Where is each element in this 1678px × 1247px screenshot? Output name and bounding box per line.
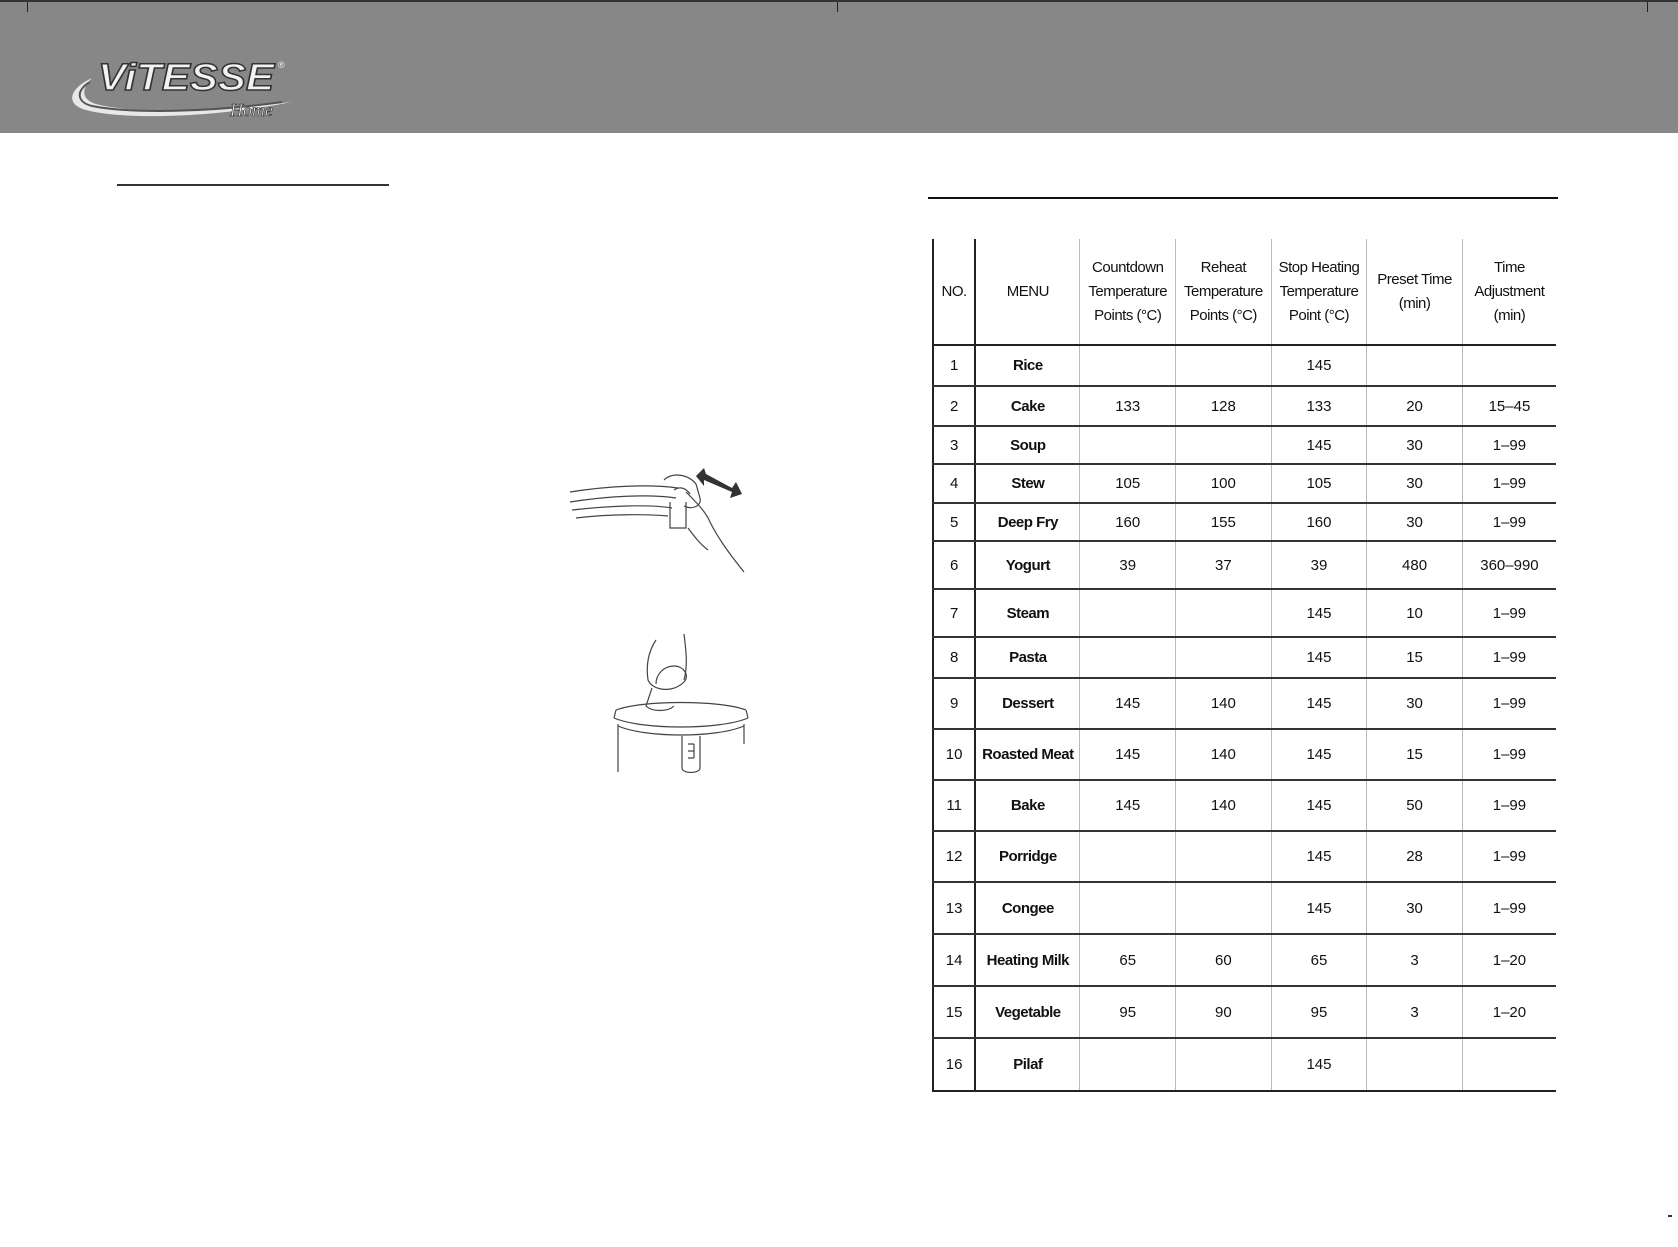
crop-mark [1668, 1215, 1672, 1217]
value-cell: 105 [1271, 464, 1367, 503]
value-cell: 145 [1271, 780, 1367, 831]
value-cell [1176, 589, 1272, 637]
menu-name-cell: Cake [975, 386, 1080, 426]
value-cell: 145 [1271, 637, 1367, 678]
row-number-cell: 11 [933, 780, 975, 831]
row-number-cell: 3 [933, 426, 975, 464]
value-cell [1080, 1038, 1176, 1091]
row-number-cell: 4 [933, 464, 975, 503]
section-rule-right [928, 197, 1558, 199]
menu-name-cell: Vegetable [975, 986, 1080, 1038]
table-row [933, 986, 1556, 1038]
menu-name-cell: Congee [975, 882, 1080, 934]
menu-name-cell: Pasta [975, 637, 1080, 678]
crop-mark [837, 2, 838, 12]
value-cell: 39 [1080, 541, 1176, 589]
value-cell: 100 [1176, 464, 1272, 503]
table-row [933, 386, 1556, 426]
menu-name-cell: Yogurt [975, 541, 1080, 589]
table-row [933, 464, 1556, 503]
column-header: MENU [975, 239, 1080, 345]
menu-name-cell: Porridge [975, 831, 1080, 882]
row-number-cell: 6 [933, 541, 975, 589]
section-rule-left [117, 184, 389, 186]
lid-valve-adjust-illustration [568, 462, 750, 578]
value-cell: 20 [1367, 386, 1463, 426]
value-cell [1176, 882, 1272, 934]
menu-name-cell: Deep Fry [975, 503, 1080, 541]
page-header-band [0, 0, 1678, 133]
table-row [933, 541, 1556, 589]
value-cell: 1–99 [1462, 780, 1556, 831]
table-row [933, 345, 1556, 386]
value-cell: 1–99 [1462, 426, 1556, 464]
table-row [933, 1038, 1556, 1091]
value-cell: 1–99 [1462, 831, 1556, 882]
value-cell: 145 [1080, 780, 1176, 831]
value-cell: 145 [1271, 678, 1367, 729]
row-number-cell: 5 [933, 503, 975, 541]
table-row [933, 678, 1556, 729]
table-row [933, 503, 1556, 541]
value-cell: 30 [1367, 426, 1463, 464]
value-cell [1462, 1038, 1556, 1091]
value-cell: 145 [1271, 1038, 1367, 1091]
value-cell: 30 [1367, 882, 1463, 934]
column-header: Countdown Temperature Points (°C) [1080, 239, 1176, 345]
value-cell: 95 [1080, 986, 1176, 1038]
value-cell: 160 [1080, 503, 1176, 541]
value-cell [1367, 1038, 1463, 1091]
row-number-cell: 9 [933, 678, 975, 729]
row-number-cell: 15 [933, 986, 975, 1038]
value-cell: 140 [1176, 678, 1272, 729]
value-cell: 1–99 [1462, 637, 1556, 678]
row-number-cell: 7 [933, 589, 975, 637]
value-cell: 145 [1271, 831, 1367, 882]
value-cell: 15–45 [1462, 386, 1556, 426]
value-cell [1462, 345, 1556, 386]
menu-settings-table [932, 239, 1556, 1092]
value-cell: 160 [1271, 503, 1367, 541]
value-cell: 140 [1176, 780, 1272, 831]
table-row [933, 637, 1556, 678]
value-cell: 10 [1367, 589, 1463, 637]
column-header: Reheat Temperature Points (°C) [1176, 239, 1272, 345]
column-header: Preset Time (min) [1367, 239, 1463, 345]
row-number-cell: 8 [933, 637, 975, 678]
menu-name-cell: Dessert [975, 678, 1080, 729]
menu-name-cell: Heating Milk [975, 934, 1080, 986]
value-cell: 15 [1367, 637, 1463, 678]
value-cell: 30 [1367, 464, 1463, 503]
value-cell [1080, 831, 1176, 882]
svg-text:ViTESSE: ViTESSE [98, 57, 276, 99]
value-cell: 145 [1080, 678, 1176, 729]
value-cell: 105 [1080, 464, 1176, 503]
value-cell: 65 [1080, 934, 1176, 986]
value-cell: 90 [1176, 986, 1272, 1038]
crop-mark [1647, 2, 1648, 12]
row-number-cell: 13 [933, 882, 975, 934]
value-cell: 133 [1271, 386, 1367, 426]
value-cell [1176, 831, 1272, 882]
value-cell: 15 [1367, 729, 1463, 780]
value-cell: 3 [1367, 986, 1463, 1038]
value-cell: 1–99 [1462, 678, 1556, 729]
table-row [933, 729, 1556, 780]
value-cell [1080, 637, 1176, 678]
row-number-cell: 1 [933, 345, 975, 386]
menu-name-cell: Roasted Meat [975, 729, 1080, 780]
table-row [933, 882, 1556, 934]
value-cell [1080, 589, 1176, 637]
value-cell: 360–990 [1462, 541, 1556, 589]
value-cell [1176, 1038, 1272, 1091]
value-cell: 145 [1271, 882, 1367, 934]
menu-name-cell: Pilaf [975, 1038, 1080, 1091]
value-cell: 128 [1176, 386, 1272, 426]
table-row [933, 831, 1556, 882]
value-cell: 30 [1367, 503, 1463, 541]
value-cell: 133 [1080, 386, 1176, 426]
value-cell: 1–20 [1462, 986, 1556, 1038]
column-header: Stop Heating Temperature Point (°C) [1271, 239, 1367, 345]
value-cell: 30 [1367, 678, 1463, 729]
menu-name-cell: Soup [975, 426, 1080, 464]
table-row [933, 589, 1556, 637]
menu-name-cell: Stew [975, 464, 1080, 503]
row-number-cell: 14 [933, 934, 975, 986]
value-cell: 140 [1176, 729, 1272, 780]
column-header: NO. [933, 239, 975, 345]
value-cell: 39 [1271, 541, 1367, 589]
value-cell: 1–99 [1462, 464, 1556, 503]
value-cell: 155 [1176, 503, 1272, 541]
value-cell: 37 [1176, 541, 1272, 589]
svg-text:®: ® [278, 60, 285, 70]
value-cell: 145 [1080, 729, 1176, 780]
value-cell: 1–99 [1462, 882, 1556, 934]
value-cell: 1–20 [1462, 934, 1556, 986]
value-cell: 1–99 [1462, 589, 1556, 637]
value-cell: 50 [1367, 780, 1463, 831]
value-cell: 145 [1271, 729, 1367, 780]
table-row [933, 934, 1556, 986]
crop-mark [27, 2, 28, 12]
value-cell: 145 [1271, 345, 1367, 386]
value-cell: 3 [1367, 934, 1463, 986]
value-cell: 65 [1271, 934, 1367, 986]
value-cell [1176, 345, 1272, 386]
value-cell: 145 [1271, 426, 1367, 464]
value-cell: 145 [1271, 589, 1367, 637]
value-cell [1080, 882, 1176, 934]
row-number-cell: 16 [933, 1038, 975, 1091]
value-cell: 1–99 [1462, 503, 1556, 541]
value-cell [1080, 426, 1176, 464]
steam-valve-illustration [612, 632, 750, 780]
table-row [933, 780, 1556, 831]
row-number-cell: 10 [933, 729, 975, 780]
value-cell [1176, 637, 1272, 678]
value-cell: 480 [1367, 541, 1463, 589]
row-number-cell: 2 [933, 386, 975, 426]
menu-name-cell: Rice [975, 345, 1080, 386]
svg-text:Home: Home [230, 100, 273, 120]
value-cell: 95 [1271, 986, 1367, 1038]
value-cell [1367, 345, 1463, 386]
row-number-cell: 12 [933, 831, 975, 882]
value-cell [1176, 426, 1272, 464]
menu-name-cell: Steam [975, 589, 1080, 637]
vitesse-home-logo [62, 54, 302, 126]
table-header-row [933, 239, 1556, 345]
value-cell: 1–99 [1462, 729, 1556, 780]
menu-name-cell: Bake [975, 780, 1080, 831]
value-cell: 60 [1176, 934, 1272, 986]
value-cell [1080, 345, 1176, 386]
value-cell: 28 [1367, 831, 1463, 882]
table-row [933, 426, 1556, 464]
column-header: Time Adjustment (min) [1462, 239, 1556, 345]
